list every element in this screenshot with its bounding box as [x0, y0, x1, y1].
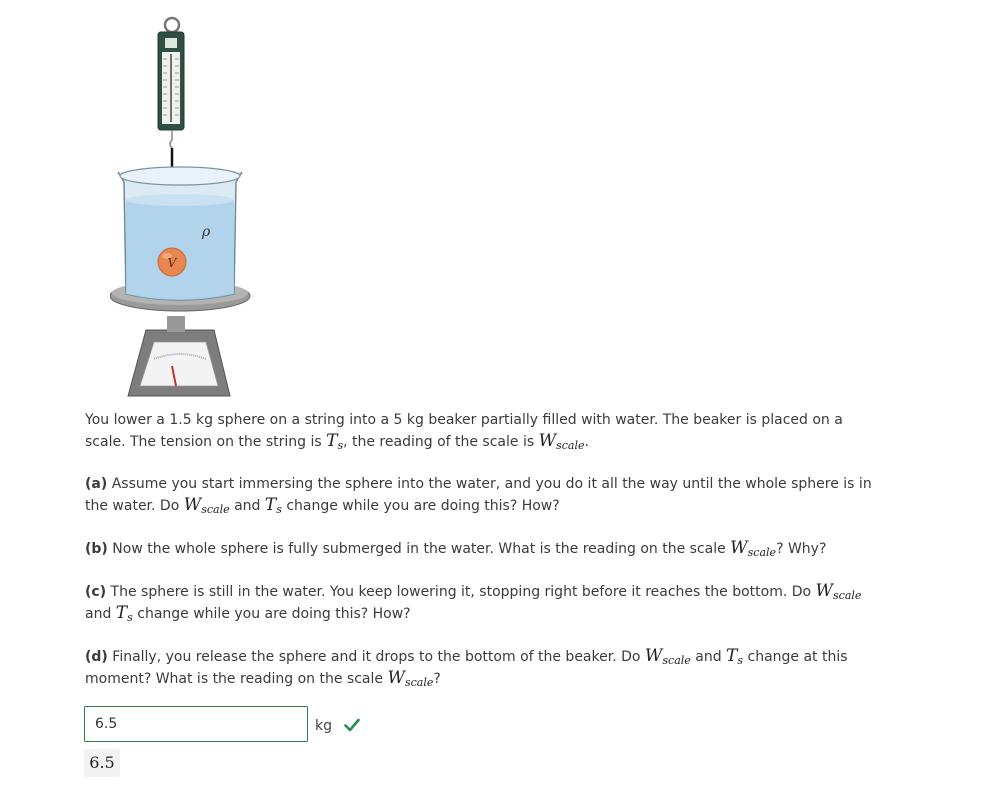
- check-icon: [344, 718, 360, 732]
- question-c: (c) The sphere is still in the water. You keep lowering it, stopping right before it reaches the bottom. Do $W_{scale}$ and $T_s$ change while you are doing this? How?: [85, 581, 862, 624]
- scale-reading-symbol: $W_{scale}$: [538, 431, 585, 452]
- question-d: (d) Finally, you release the sphere and it drops to the bottom of the beaker. Do $W_{scale}$ and $T_s$ change at this moment? What is the reading on the scale $W_{scale}$?: [85, 646, 848, 689]
- answer-preview: 6.5: [84, 749, 120, 777]
- tension-symbol: $T_s$: [326, 431, 344, 452]
- sphere-volume-label: V: [167, 256, 177, 270]
- question-a: (a) Assume you start immersing the sphere into the water, and you do it all the way until the whole sphere is in the water. Do $W_{scale}$ and $T_s$ change while you are doing this? How?: [85, 476, 872, 516]
- density-label: ρ: [202, 224, 211, 240]
- physics-figure: [110, 14, 260, 404]
- spring-scale-ring: [165, 18, 179, 32]
- question-b: (b) Now the whole sphere is fully submerged in the water. What is the reading on the scale $W_{scale}$? Why?: [85, 538, 827, 559]
- problem-text: [85, 410, 885, 711]
- unit-label: kg: [315, 718, 332, 734]
- answer-input[interactable]: [84, 706, 308, 742]
- spring-scale-hook: [170, 130, 172, 148]
- problem-intro: You lower a 1.5 kg sphere on a string into a 5 kg beaker partially filled with water. The beaker is placed on a scale. The tension on the string is $T_s$, the reading of the scale is $W_{scale}$.: [85, 412, 843, 452]
